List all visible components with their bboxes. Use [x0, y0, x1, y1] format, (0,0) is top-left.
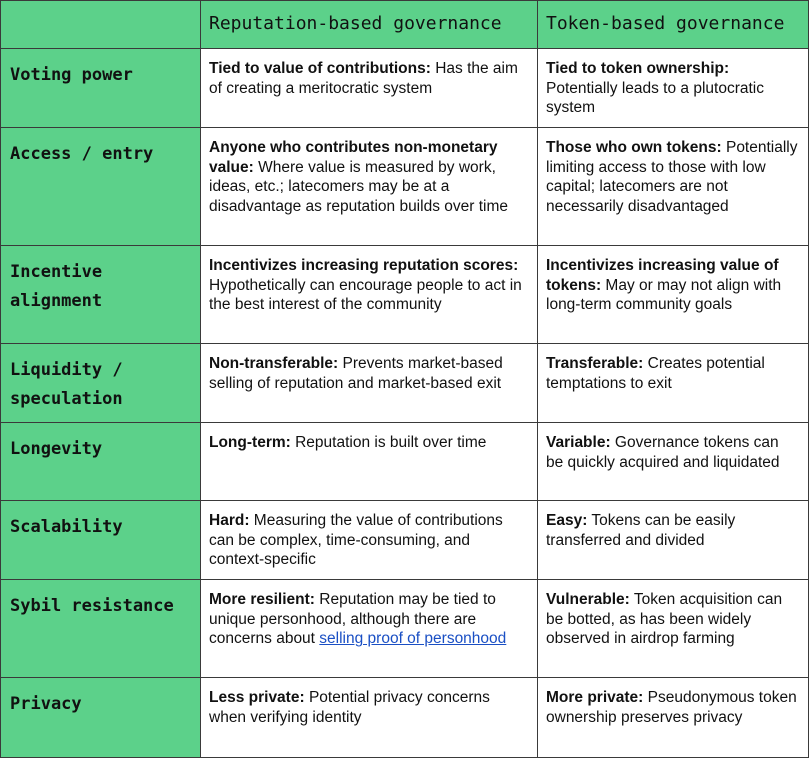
cell-heading: Variable:: [546, 434, 611, 451]
row-label: Scalability: [1, 501, 201, 580]
cell-heading: Incentivizes increasing reputation scores:: [209, 257, 519, 274]
cell-text: Pseudonymous token ownership preserves privacy: [546, 689, 797, 726]
token-cell: [538, 246, 809, 344]
cell-text: May or may not align with long-term community goals: [546, 276, 782, 314]
cell-heading: Those who own tokens:: [546, 139, 722, 156]
cell-heading: Transferable:: [546, 355, 644, 372]
personhood-link[interactable]: selling proof of personhood: [319, 630, 507, 648]
cell-text: Where value is measured by work, ideas, etc.; latecomers may be at a disadvantage as reputation builds over time: [209, 158, 508, 216]
token-cell: [538, 423, 809, 501]
header-reputation: Reputation-based governance: [201, 1, 538, 49]
reputation-cell: [201, 423, 538, 501]
cell-text: Reputation is built over time: [290, 434, 487, 451]
cell-heading: Anyone who contributes non-monetary value:: [209, 139, 498, 176]
row-label: Incentive alignment: [1, 246, 201, 344]
token-cell: [538, 49, 809, 128]
reputation-cell: [201, 678, 538, 758]
reputation-cell: [201, 344, 538, 423]
row-label: Liquidity / speculation: [1, 344, 201, 423]
row-label: Access / entry: [1, 128, 201, 246]
cell-text: Hypothetically can encourage people to act in the best interest of the community: [209, 276, 522, 314]
cell-text: Potentially leads to a plutocratic system: [546, 79, 764, 117]
reputation-cell: [201, 49, 538, 128]
cell-text: Potential privacy concerns when verifying identity: [209, 689, 490, 726]
row-label: Voting power: [1, 49, 201, 128]
reputation-cell: [201, 246, 538, 344]
table-row: [1, 423, 809, 501]
cell-heading: Long-term:: [209, 434, 291, 451]
reputation-cell: [201, 501, 538, 580]
cell-text: Measuring the value of contributions can be complex, time-consuming, and context-specific: [209, 512, 503, 569]
cell-heading: Hard:: [209, 512, 250, 529]
cell-text: Potentially limiting access to those with low capital; latecomers are not necessarily disadvantaged: [546, 139, 798, 216]
cell-text: Prevents market-based selling of reputation and market-based exit: [209, 355, 503, 392]
cell-heading: Easy:: [546, 512, 588, 529]
reputation-cell: [201, 128, 538, 246]
cell-heading: More resilient:: [209, 591, 315, 608]
header-corner: [1, 1, 201, 49]
table-row: [1, 678, 809, 758]
cell-text: Has the aim of creating a meritocratic system: [209, 60, 518, 97]
token-cell: [538, 501, 809, 580]
cell-heading: More private:: [546, 689, 644, 706]
table-row: [1, 246, 809, 344]
cell-heading: Incentivizes increasing value of tokens:: [546, 257, 779, 294]
table-row: [1, 501, 809, 580]
row-label: Privacy: [1, 678, 201, 758]
token-cell: [538, 678, 809, 758]
token-cell: [538, 128, 809, 246]
cell-heading: Vulnerable:: [546, 591, 630, 608]
table-row: [1, 580, 809, 678]
token-cell: [538, 344, 809, 423]
cell-heading: Tied to value of contributions:: [209, 60, 431, 77]
cell-heading: Tied to token ownership:: [546, 60, 730, 77]
cell-text: Creates potential temptations to exit: [546, 355, 765, 392]
cell-text: Tokens can be easily transferred and divided: [546, 512, 736, 549]
token-cell: [538, 580, 809, 678]
cell-text: Token acquisition can be botted, as has been widely observed in airdrop farming: [546, 591, 783, 648]
table-row: [1, 344, 809, 423]
row-label: Longevity: [1, 423, 201, 501]
reputation-cell: [201, 580, 538, 678]
row-label: Sybil resistance: [1, 580, 201, 678]
header-token: Token-based governance: [538, 1, 809, 49]
cell-heading: Less private:: [209, 689, 305, 706]
cell-heading: Non-transferable:: [209, 355, 339, 372]
cell-text: Governance tokens can be quickly acquired and liquidated: [546, 434, 780, 471]
cell-text: Reputation may be tied to unique personhood, although there are concerns about: [209, 591, 496, 648]
table-row: [1, 128, 809, 246]
header-row: [1, 1, 809, 49]
table-row: [1, 49, 809, 128]
